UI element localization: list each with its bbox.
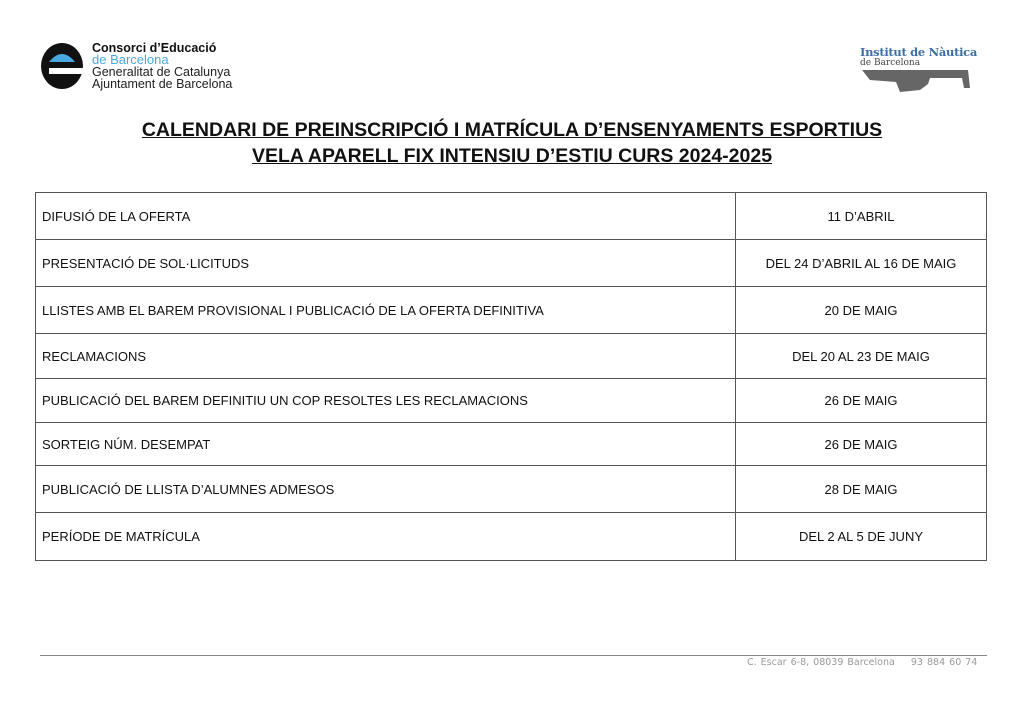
step-date: DEL 24 D’ABRIL AL 16 DE MAIG [736,240,987,287]
table-row [36,240,987,287]
title-line-2: VELA APARELL FIX INTENSIU D’ESTIU CURS 2024-2025 [251,145,773,167]
step-label: PUBLICACIÓ DE LLISTA D’ALUMNES ADMESOS [36,466,736,513]
step-label: PUBLICACIÓ DEL BAREM DEFINITIU UN COP RESOLTES LES RECLAMACIONS [36,379,736,423]
step-date: 11 D’ABRIL [736,193,987,240]
calendar-table [35,192,987,561]
step-label: PRESENTACIÓ DE SOL·LICITUDS [36,240,736,287]
step-date: 20 DE MAIG [736,287,987,334]
footer [747,657,977,668]
step-label: PERÍODE DE MATRÍCULA [36,513,736,561]
consorci-e-icon [40,42,84,90]
consorci-logo [40,42,232,90]
step-label: SORTEIG NÚM. DESEMPAT [36,423,736,466]
institut-logo-line-2: de Barcelona [860,58,921,68]
step-label: DIFUSIÓ DE LA OFERTA [36,193,736,240]
institut-logo-line-1: Institut de Nàutica [860,45,978,59]
footer-address: C. Escar 6-8, 08039 Barcelona [747,657,895,668]
footer-phone: 93 884 60 74 [910,657,978,668]
step-date: 26 DE MAIG [736,379,987,423]
footer-divider [40,655,987,656]
logo-line-4: Ajuntament de Barcelona [92,77,233,91]
title-line-1: CALENDARI DE PREINSCRIPCIÓ I MATRÍCULA D’ENSENYAMENTS ESPORTIUS [141,119,883,141]
table-row [36,423,987,466]
logo-line-1: Consorci d’Educació [92,41,217,55]
table-row [36,379,987,423]
step-label: LLISTES AMB EL BAREM PROVISIONAL I PUBLICACIÓ DE LA OFERTA DEFINITIVA [36,287,736,334]
table-row [36,513,987,561]
document-title [0,117,1024,169]
keel-icon [860,68,972,94]
table-row [36,287,987,334]
step-date: 26 DE MAIG [736,423,987,466]
step-date: DEL 2 AL 5 DE JUNY [736,513,987,561]
table-row [36,466,987,513]
table-row [36,334,987,379]
logo-line-3: Generalitat de Catalunya [92,65,231,79]
step-date: 28 DE MAIG [736,466,987,513]
institut-nautica-logo [860,45,978,99]
step-date: DEL 20 AL 23 DE MAIG [736,334,987,379]
table-row [36,193,987,240]
step-label: RECLAMACIONS [36,334,736,379]
logo-line-2: de Barcelona [92,52,169,67]
